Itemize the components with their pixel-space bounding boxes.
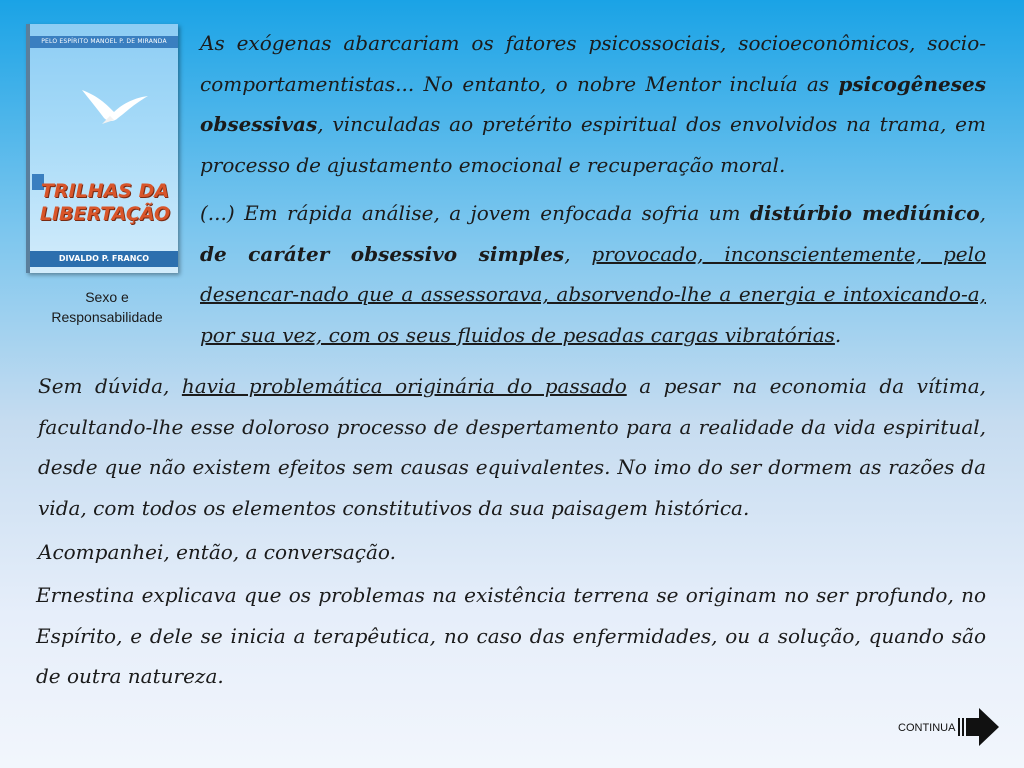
book-author: DIVALDO P. FRANCO	[30, 251, 178, 267]
paragraph-4: Acompanhei, então, a conversação.	[38, 540, 396, 564]
bold-term: psicogêneses obsessivas	[200, 71, 986, 136]
book-title: TRILHAS DA LIBERTAÇÃO	[39, 180, 171, 225]
book-cover	[26, 24, 178, 273]
book-caption: Sexo e Responsabilidade	[51, 289, 163, 325]
arrow-right-icon	[957, 706, 1001, 748]
underlined-phrase: havia problemática originária do passado	[181, 374, 627, 398]
paragraph-1: As exógenas abarcariam os fatores psicossociais, socioeconômicos, socio-comportamentistas... No entanto, o nobre Mentor incluía as psicogêneses obsessivas, vinculadas ao pretérito espiritual dos envolvidos na trama, em processo de ajustamento emocional e recuperação moral.	[200, 31, 986, 177]
underlined-phrase: provocado, inconscientemente, pelo desencar-nado que a assessorava, absorvendo-lhe a energia e intoxicando-a, por sua vez, com os seus fluidos de pesadas cargas vibratórias	[200, 241, 987, 347]
bold-term: de caráter obsessivo simples	[200, 241, 565, 266]
continue-label: CONTINUA	[898, 722, 956, 734]
paragraph-5: Ernestina explicava que os problemas na existência terrena se originam no ser profundo, no Espírito, e dele se inicia a terapêutica, no caso das enfermidades, ou a solução, quando são de outra natureza.	[36, 583, 986, 688]
seagull-icon	[80, 82, 150, 132]
book-cover-image	[26, 24, 178, 273]
paragraph-2: (...) Em rápida análise, a jovem enfocada sofria um distúrbio mediúnico, de caráter obsessivo simples, provocado, inconscientemente, pelo desencar-nado que a assessorava, absorvendo-lhe a energia e intoxicando-a, por sua vez, com os seus fluidos de pesadas cargas vibratórias.	[200, 201, 987, 347]
book-top-text: PELO ESPÍRITO MANOEL P. DE MIRANDA	[30, 36, 178, 48]
bold-term: distúrbio mediúnico	[749, 201, 980, 225]
paragraph-3: Sem dúvida, havia problemática originária do passado a pesar na economia da vítima, facultando-lhe esse doloroso processo de despertamento para a realidade da vida espiritual, desde que não existem efeitos sem causas equivalentes. No imo do ser dormem as razões da vida, com todos os elementos constitutivos da sua paisagem histórica.	[38, 374, 986, 520]
continue-button[interactable]	[898, 703, 1008, 751]
